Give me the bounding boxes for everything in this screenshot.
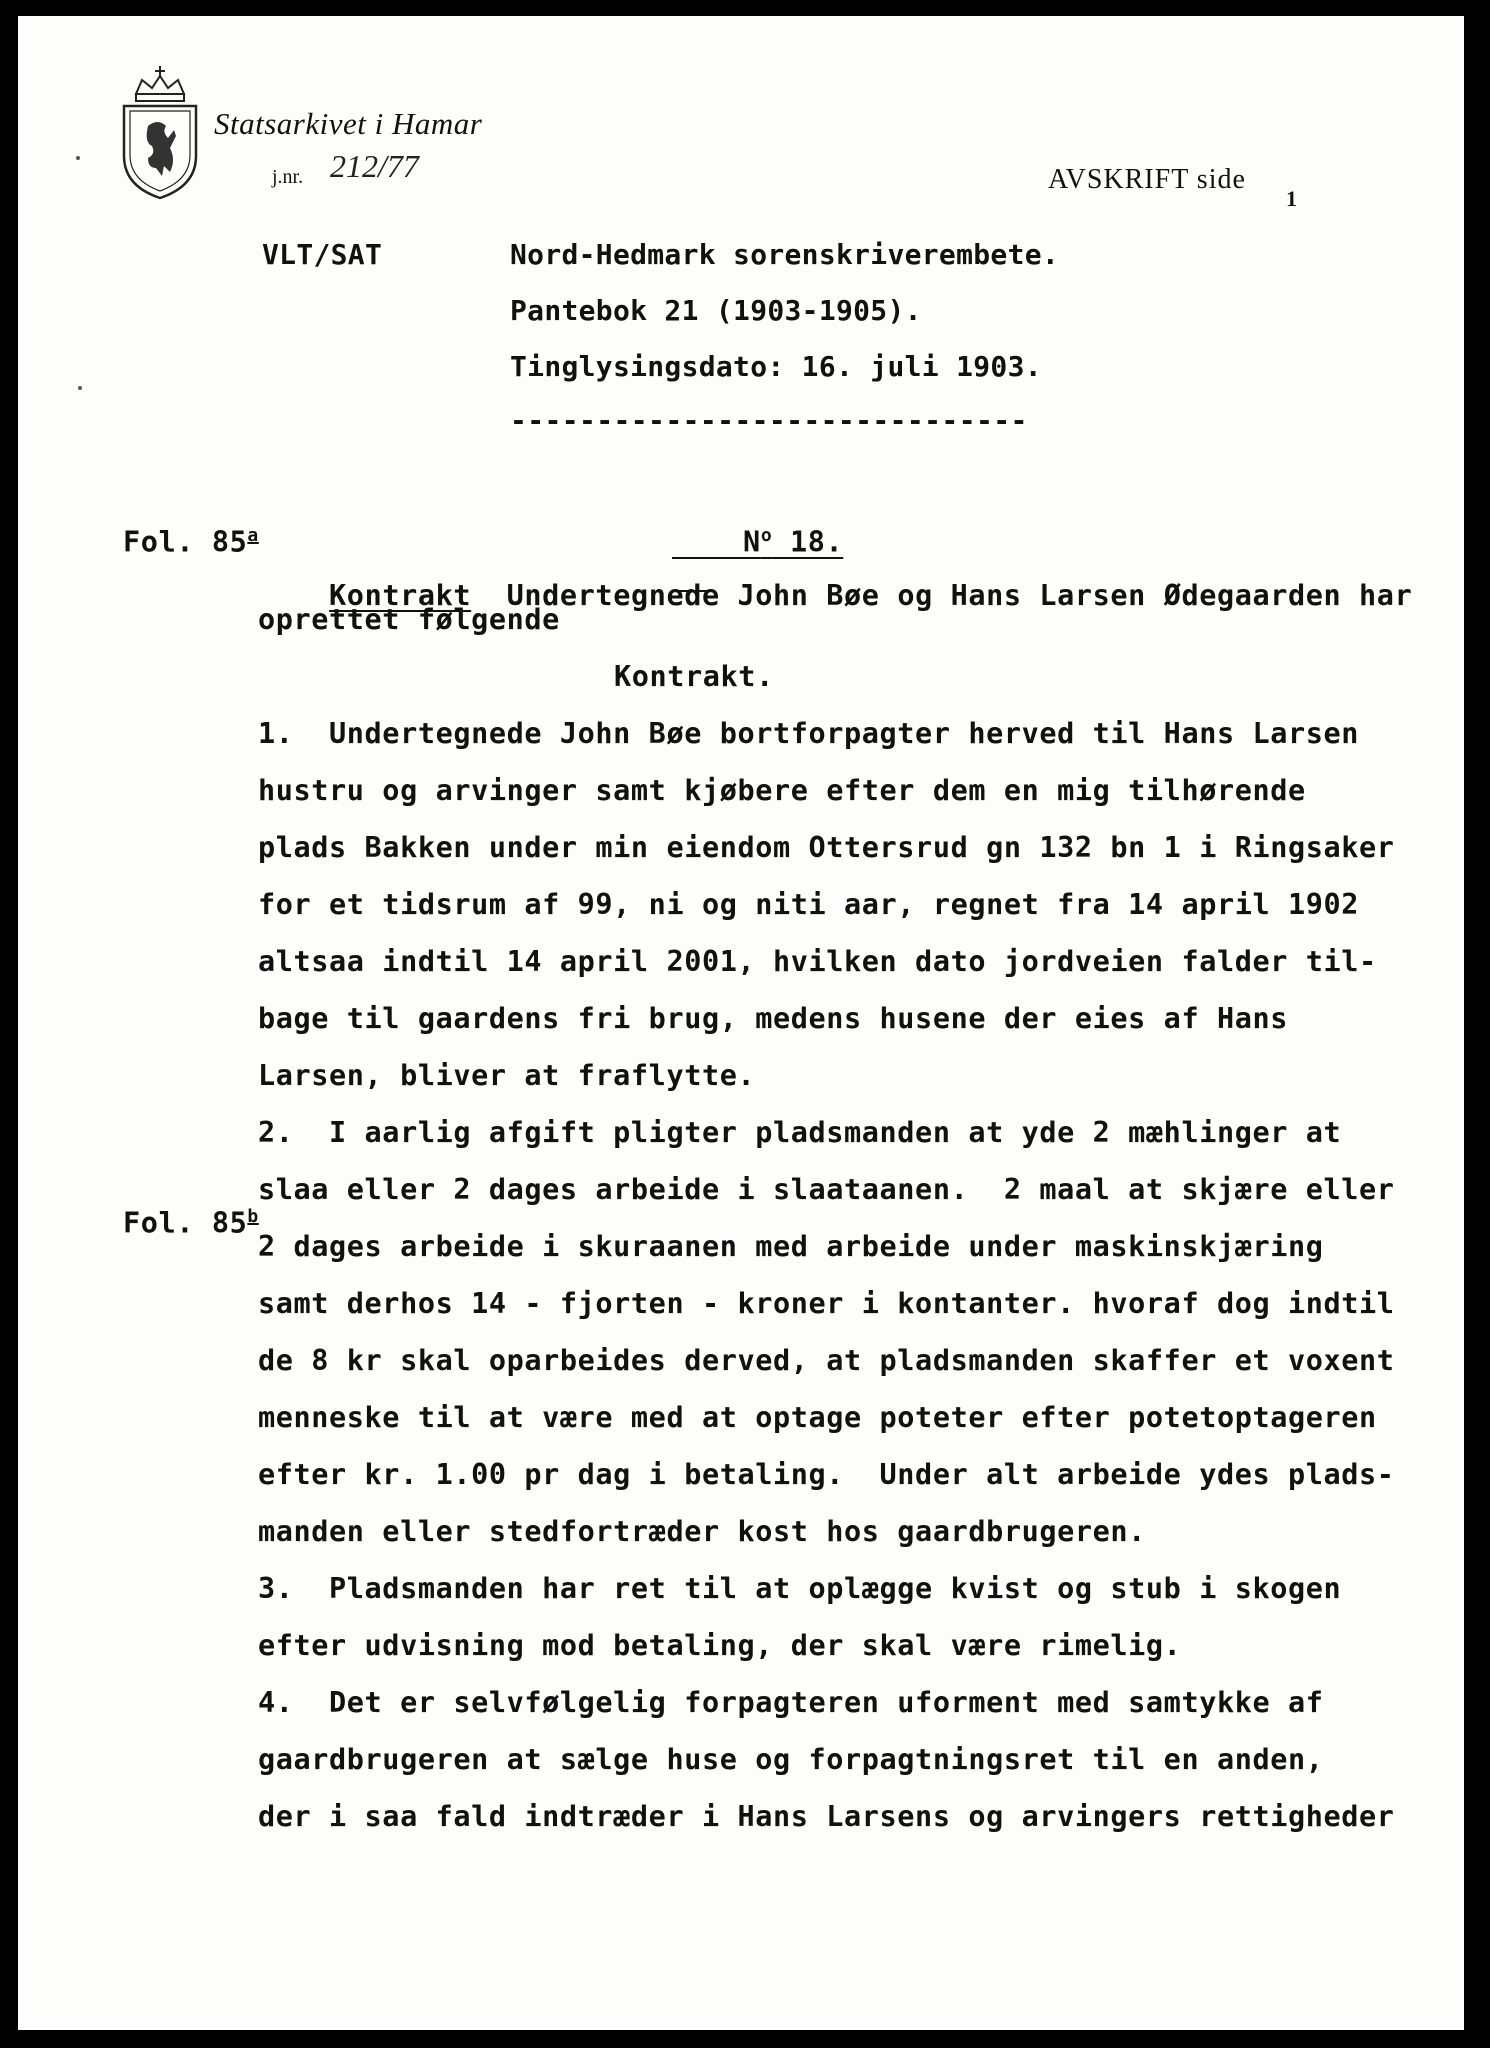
registration-date: Tinglysingsdato: 16. juli 1903. xyxy=(510,350,1042,383)
text-line-09: bage til gaardens fri brug, medens husene der eies af Hans xyxy=(258,1002,1288,1035)
journal-number-label: j.nr. xyxy=(272,166,304,188)
entry-number-value: 18. xyxy=(772,525,844,559)
text-line-19: 3. Pladsmanden har ret til at oplægge kvist og stub i skogen xyxy=(258,1572,1342,1605)
text-line-23: der i saa fald indtræder i Hans Larsens og arvingers rettigheder xyxy=(258,1800,1395,1833)
text-line-17: efter kr. 1.00 pr dag i betaling. Under alt arbeide ydes plads- xyxy=(258,1458,1395,1491)
text-line-14: samt derhos 14 - fjorten - kroner i kontanter. hvoraf dog indtil xyxy=(258,1287,1395,1320)
separator-line: ------------------------------ xyxy=(510,404,1028,437)
text-line-15: de 8 kr skal oparbeides derved, at pladsmanden skaffer et voxent xyxy=(258,1344,1395,1377)
archive-code: VLT/SAT xyxy=(262,238,383,271)
text-line-02: oprettet følgende xyxy=(258,603,560,636)
text-line-10: Larsen, bliver at fraflytte. xyxy=(258,1059,756,1092)
text-line-06: plads Bakken under min eiendom Ottersrud gn 132 bn 1 i Ringsaker xyxy=(258,831,1395,864)
kontrakt-title: Kontrakt. xyxy=(614,660,774,693)
folio-a-superscript: a xyxy=(247,525,259,546)
text-line-16: menneske til at være med at optage poteter efter potetoptageren xyxy=(258,1401,1377,1434)
text-line-11: 2. I aarlig afgift pligter pladsmanden at yde 2 mæhlinger at xyxy=(258,1116,1342,1149)
folio-a-text: Fol. 85 xyxy=(123,525,248,559)
coat-of-arms-emblem xyxy=(118,64,202,200)
text-line-21: 4. Det er selvfølgelig forpagteren uforment med samtykke af xyxy=(258,1686,1324,1719)
folio-marker-a xyxy=(52,492,259,592)
entry-number-superscript: o xyxy=(760,525,773,546)
text-line-08: altsaa indtil 14 april 2001, hvilken dato jordveien falder til- xyxy=(258,945,1377,978)
scan-speck xyxy=(78,386,82,390)
entry-number-prefix: N xyxy=(743,525,761,559)
avskrift-label: AVSKRIFT side xyxy=(1048,164,1246,195)
text-line-18: manden eller stedfortræder kost hos gaardbrugeren. xyxy=(258,1515,1146,1548)
text-line-04: 1. Undertegnede John Bøe bortforpagter herved til Hans Larsen xyxy=(258,717,1360,750)
volume-title: Pantebok 21 (1903-1905). xyxy=(510,294,922,327)
journal-number-value: 212/77 xyxy=(330,148,419,184)
kontrakt-heading: Kontrakt xyxy=(329,579,472,612)
text-line-20: efter udvisning mod betaling, der skal være rimelig. xyxy=(258,1629,1182,1662)
folio-marker-b xyxy=(52,1173,259,1273)
folio-b-superscript: b xyxy=(247,1206,259,1227)
folio-b-text: Fol. 85 xyxy=(123,1206,248,1240)
office-name: Nord-Hedmark sorenskriverembete. xyxy=(510,238,1060,271)
text-line-01: Undertegnede John Bøe og Hans Larsen Ødegaarden har xyxy=(471,579,1413,612)
text-line-07: for et tidsrum af 99, ni og niti aar, regnet fra 14 april 1902 xyxy=(258,888,1360,921)
scan-speck xyxy=(76,156,80,160)
document-page xyxy=(18,16,1464,2030)
page-number: 1 xyxy=(1286,186,1297,211)
institution-name: Statsarkivet i Hamar xyxy=(214,106,483,141)
text-line-13: 2 dages arbeide i skuraanen med arbeide under maskinskjæring xyxy=(258,1230,1324,1263)
text-line-12: slaa eller 2 dages arbeide i slaataanen. 2 maal at skjære eller xyxy=(258,1173,1395,1206)
text-line-05: hustru og arvinger samt kjøbere efter dem en mig tilhørende xyxy=(258,774,1306,807)
text-line-22: gaardbrugeren at sælge huse og forpagtningsret til en anden, xyxy=(258,1743,1324,1776)
